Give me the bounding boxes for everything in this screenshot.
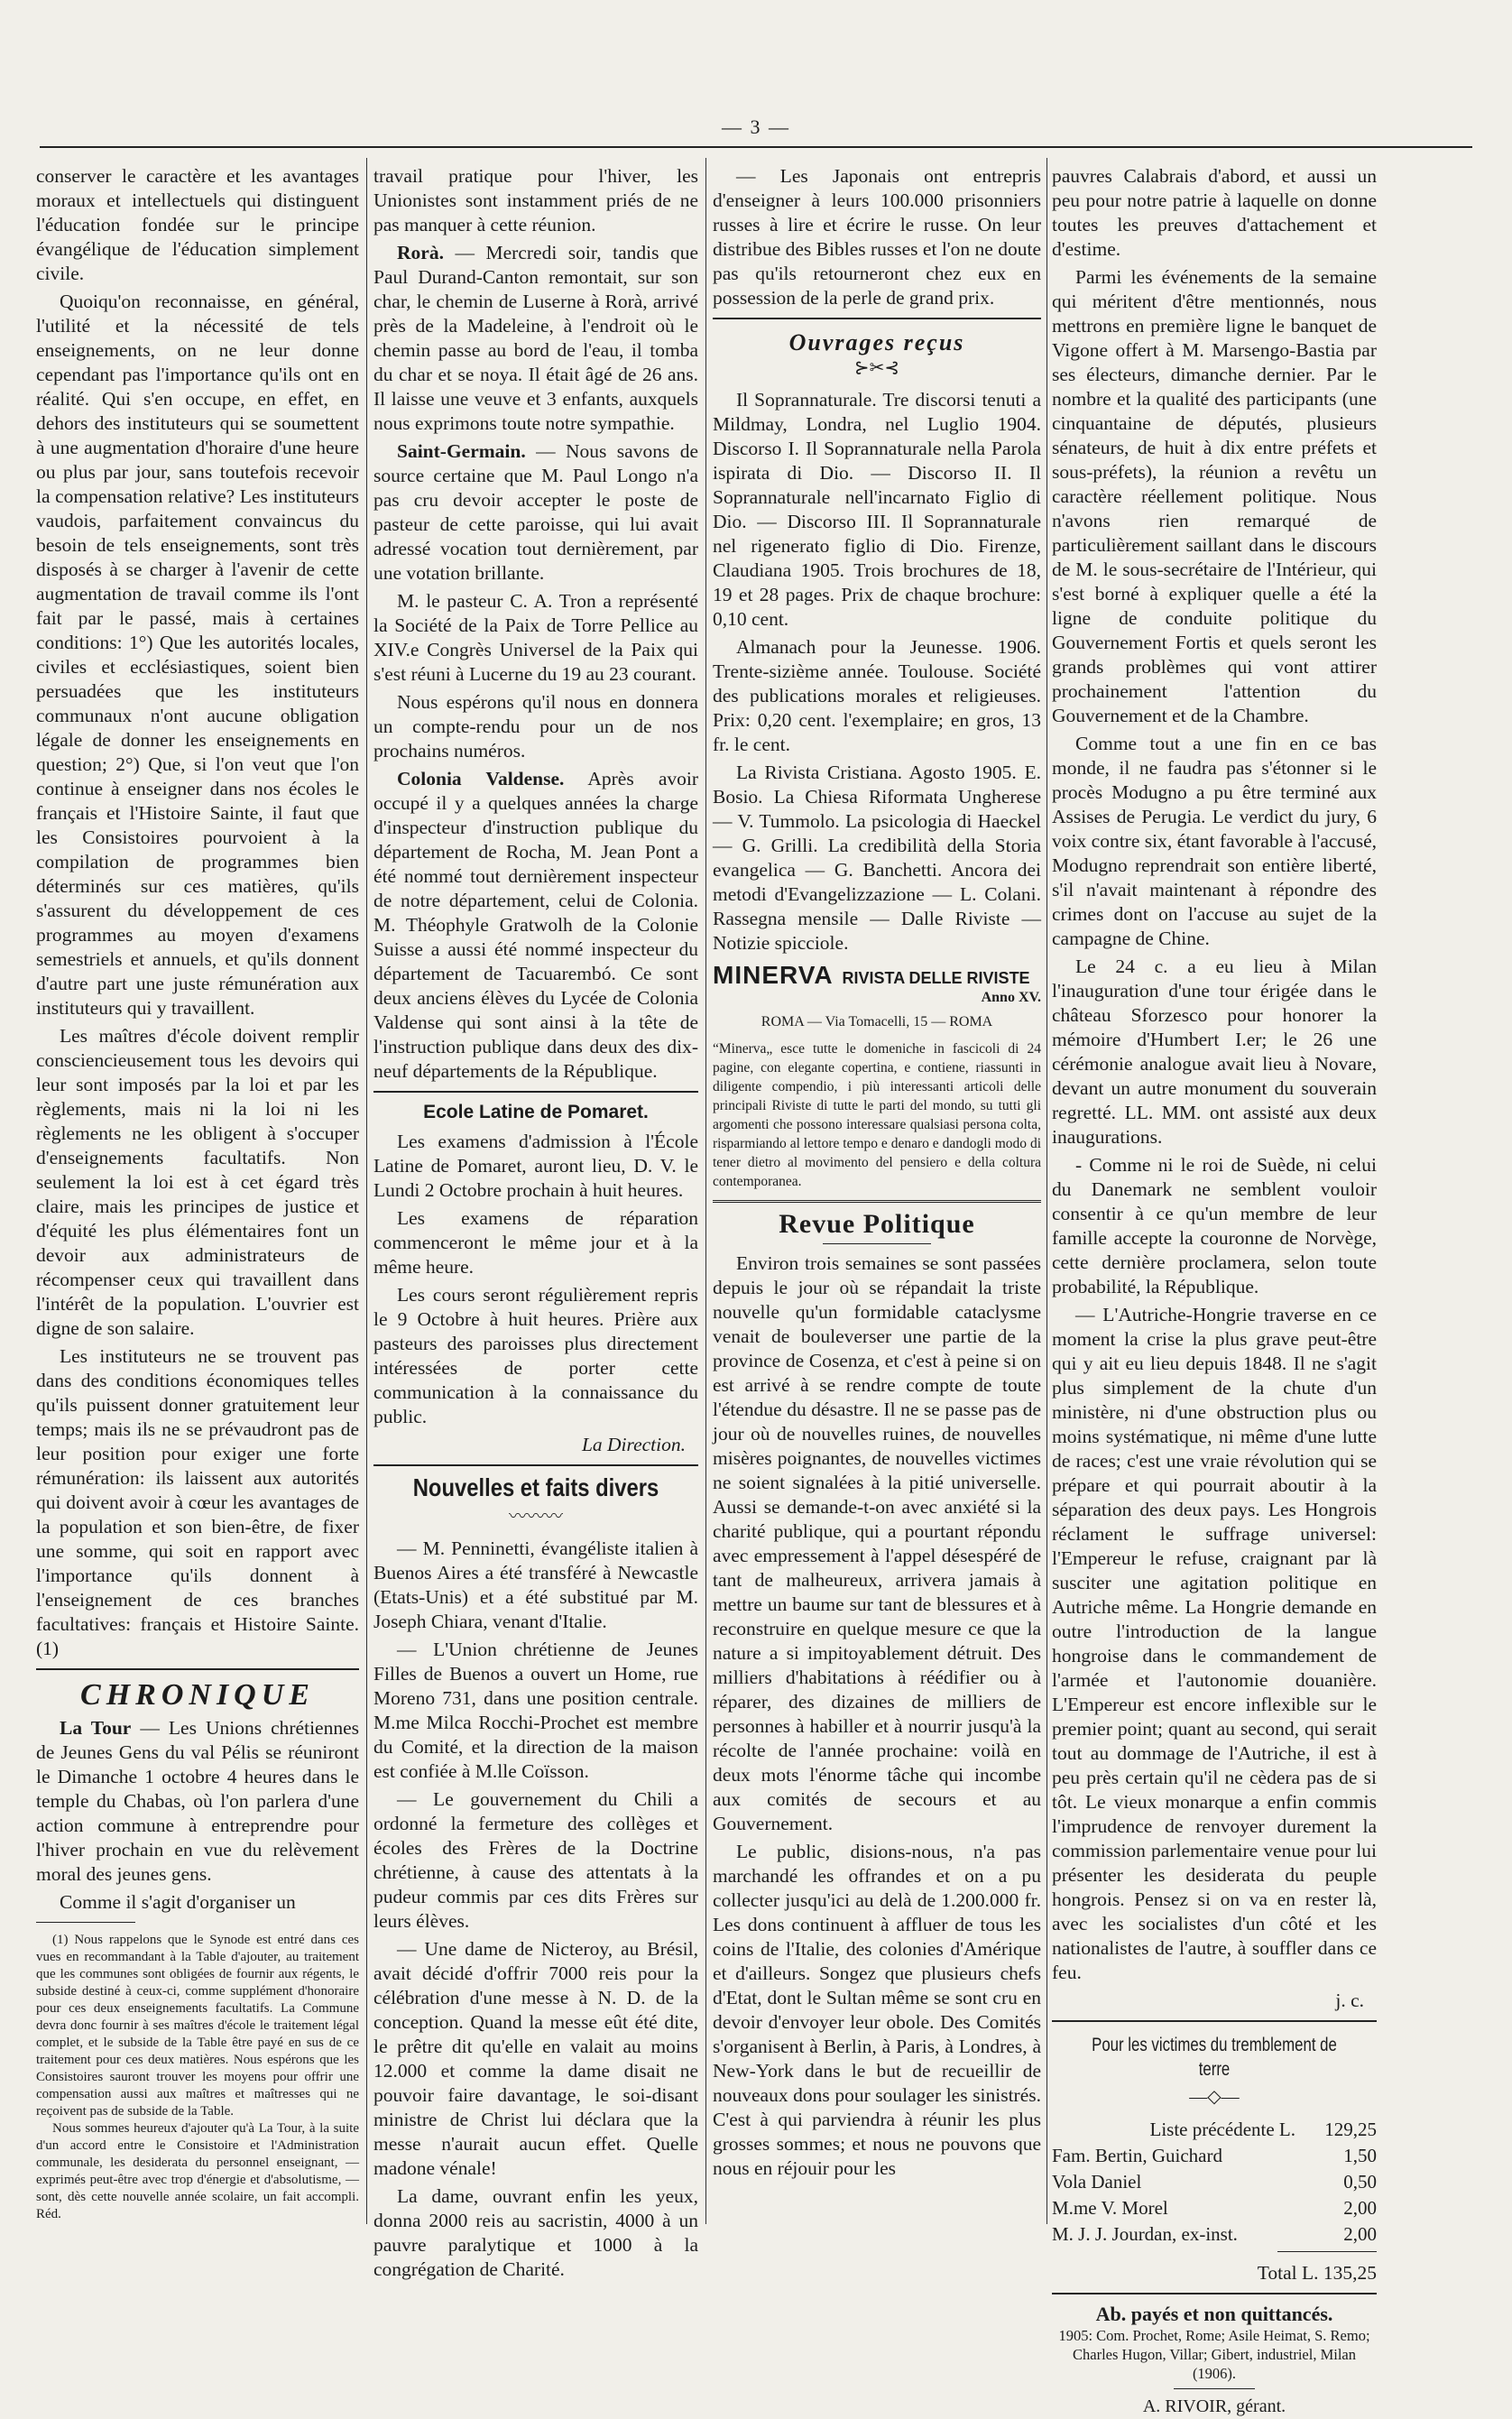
minerva-text: “Minerva„ esce tutte le domeniche in fascicoli di 24 pagine, con elegante copertina, e contiene, riassunti in diligente compendio, i più interessanti articoli delle principali Riviste di tutte le parti del mondo, su tutti gli argomenti che possono interessare qualsiasi persona colta, risparmiando al lettore tempo e denaro e dandogli modo di tener dietro al movimento del pensiero e della coltura contemporanea. [713,1041,1041,1189]
paragraph: Comme tout a une fin en ce bas monde, il ne faudra pas s'étonner si le procès Modugno a pu être terminé aux Assises de Perugia. Le verdict du jury, 6 voix contre six, étant favorable à l'accusé, Modugno reprendrait son entière liberté, s'il n'avait maintenant à répondre des crimes dont on l'accuse au sujet de la campagne de Chine. [1052,733,1377,949]
footnote-paragraph: (1) Nous rappelons que le Synode est entré dans ces vues en recommandant à la Table d'ajouter, au traitement que les communes sont obligées de fournir aux régents, le subside destiné à ceux-ci, comme supplément d'honoraire pour ces deux enseignements facultatifs. La Commune devra donc fournir à ses maîtres d'école le traitement légal complet, et le subside de la Table être payé en sus de ce traitement pour ces deux matières. Nous espérons que les Consistoires sauront trouver les moyens pour offrir une compensation aussi aux maîtres et maîtresses qui ne reçoivent pas de subside de la Table. [36,1933,359,2119]
subscriber-name: Liste précédente L. [1149,2119,1295,2140]
ornament-icon: —◇— [1189,2087,1240,2107]
gerant-signature: A. RIVOIR, gérant. [1142,2396,1286,2416]
nouvelles-title: Nouvelles et faits divers [412,1473,659,1501]
revue-title: Revue Politique [779,1209,975,1239]
ornament-icon: 〰〰〰 [509,1507,563,1527]
abonnements-title: Ab. payés et non quittancés. [1095,2303,1333,2325]
colonia-lead: Colonia Valdense. [397,768,565,789]
column-2 [373,164,698,2285]
column-1 [36,164,359,2223]
paragraph: Le 24 c. a eu lieu à Milan l'inauguration d'une tour érigée dans le château Sforzesco pour honorer la mémoire d'Humbert I.er; le 26 une cérémonie analogue avait lieu à Novare, devant un autre monument du souverain regretté. LL. MM. ont assisté aux deux inaugurations. [1052,956,1377,1148]
footnote [36,1932,359,2223]
title-underline [823,1243,931,1244]
column-divider-2 [705,158,706,2224]
paragraph: pauvres Calabrais d'abord, et aussi un peu pour notre patrie à laquelle on donne toutes les preuves d'attachement et d'estime. [1052,165,1377,260]
paragraph: Les maîtres d'école doivent remplir consciencieusement tous les devoirs qui leur sont imposés par la loi et par les règlements, mais ni la loi ni les règlements ne les obligent à s'occuper d'enseignements facultatifs. Non seulement la loi est à cet égard très claire, mais les principes de justice et d'équité les plus élémentaires font un devoir aux administrateurs de récompenser ceux qui travaillent dans l'intérêt de la population. L'ouvrier est digne de son salaire. [36,1025,359,1339]
subscriber-amount: 2,00 [1343,2223,1377,2245]
footnote-rule [36,1922,135,1923]
minerva-anno: Anno XV. [981,990,1041,1005]
paragraph: — Le gouvernement du Chili a ordonné la fermeture des collèges et écoles des Frères de la Doctrine chrétienne, à cause des attentats à la pudeur commis par ces dits Frères sur leurs élèves. [373,1788,698,1932]
paragraph: Les examens d'admission à l'École Latine de Pomaret, auront lieu, D. V. le Lundi 2 Octobre prochain à huit heures. [373,1131,698,1201]
table-row [1052,2195,1377,2221]
section-rule [713,318,1041,319]
subscriber-amount: 1,50 [1343,2145,1377,2166]
rora-text: — Mercredi soir, tandis que Paul Durand-Canton remontait, sur son char, le chemin de Luserne à Rorà, arrivé près de la Madeleine, à l'endroit où le chemin passe au bord de l'eau, il tomba du char et se noya. Il était âgé de 26 ans. Il laisse une veuve et 3 enfants, auxquels nous exprimons toute notre sympathie. [373,242,699,434]
paragraph: travail pratique pour l'hiver, les Unionistes sont instamment priés de ne pas manquer à cette réunion. [373,165,698,235]
section-rule [36,1668,359,1670]
paragraph: La dame, ouvrant enfin les yeux, donna 2000 reis au sacristin, 4000 à un pauvre paralytique et 1000 à la congrégation de Charité. [373,2185,698,2280]
subscription-title: Pour les victimes du tremblement de terre [1092,2035,1337,2080]
subscriber-amount: 2,00 [1343,2197,1377,2219]
paragraph: Il Soprannaturale. Tre discorsi tenuti a Mildmay, Londra, nel Luglio 1904. Discorso I. Il Soprannaturale nella Parola ispirata di Dio. — Discorso II. Il Soprannaturale nell'incarnato Figlio di Dio. — Discorso III. Il Soprannaturale nel rigenerato figlio di Dio. Firenze, Claudiana 1905. Trois brochures de 18, 19 et 28 pages. Prix de chaque brochure: 0,10 cent. [713,389,1041,630]
page-number: — 3 — [722,115,790,138]
column-4 [1052,164,1377,2419]
paragraph: — Une dame de Nicteroy, au Brésil, avait décidé d'offrir 7000 reis pour la célébration d'une messe à N. D. de la conception. Quand la messe eût été dite, le prêtre dit qu'elle en valait au moins 12.000 et comme la dame disait ne pouvoir faire davantage, le soi-disant ministre de Christ lui déclara que la messe n'aurait aucun effet. Quelle madone vénale! [373,1938,698,2179]
colonia-text: Après avoir occupé il y a quelques années la charge d'inspecteur d'instruction publique du département de Rocha, M. Jean Pont a été nommé tout dernièrement inspecteur de notre département, celui de Colonia. M. Théophyle Gratwolh de la Colonie Suisse a aussi été nommé inspecteur du département de Tacuarembó. Ce sont deux anciens élèves du Lycée de Colonia Valdense qui sont ainsi à la tête de l'instruction publique dans deux des dix-neuf départements de la République. [373,768,698,1082]
revue-signature: j. c. [1335,1990,1364,2011]
section-rule [713,1200,1041,1203]
table-row [1052,2143,1377,2169]
subscriber-name: M.me V. Morel [1052,2197,1168,2219]
paragraph: Comme il s'agit d'organiser un [60,1891,296,1913]
paragraph: Almanach pour la Jeunesse. 1906. Trente-sizième année. Toulouse. Société des publications morales et religieuses. Prix: 0,20 cent. l'exemplaire; en gros, 13 fr. le cent. [713,636,1041,755]
abonnements-text: 1905: Com. Prochet, Rome; Asile Heimat, S. Remo; Charles Hugon, Villar; Gibert, industriel, Milan (1906). [1058,2327,1370,2382]
total-rule [1277,2251,1377,2252]
paragraph: Parmi les événements de la semaine qui méritent d'être mentionnés, nous mettrons en première ligne le banquet de Vigone offert à M. Marsengo-Bastia par ses électeurs, dimanche dernier. Par le nombre et la qualité des participants (une cinquantaine de députés, plusieurs sénateurs, de huit à dix entre préfets et sous-préfets), la réunion a revêtu un caractère réellement politique. Nous n'avons rien remarqué de particulièrement saillant dans le discours de M. le sous-secrétaire de l'Intérieur, qui s'est borné à expliquer quelle a été la ligne de conduite politique du Gouvernement Fortis et quels seront les grands problèmes qui vont attirer prochainement l'attention du Gouvernement et de la Chambre. [1052,266,1377,726]
subscription-table [1052,2117,1377,2248]
paragraph: — L'Union chrétienne de Jeunes Filles de Buenos a ouvert un Home, rue Moreno 731, dans une position centrale. M.me Milca Rocchi-Prochet est membre du Comité, et la direction de la maison est confiée à M.lle Coïsson. [373,1639,698,1782]
top-rule [40,146,1472,148]
scissors-ornament-icon: ⊱✂⊰ [853,358,900,378]
subscriber-name: M. J. J. Jourdan, ex-inst. [1052,2223,1238,2245]
section-rule [1052,2020,1377,2022]
saint-germain-text: — Nous savons de source certaine que M. Paul Longo n'a pas cru devoir accepter le poste de pasteur de cette paroisse, qui lui avait adressé vocation tout dernièrement, par une votation brillante. [373,440,698,584]
paragraph: — Les Japonais ont entrepris d'enseigner à leurs 100.000 prisonniers russes à lire et écrire le russe. On leur distribue des Bibles russes et l'on ne doute pas qu'ils retourneront chez eux en possession de la perle de grand prix. [713,165,1041,309]
paragraph: Les examens de réparation commenceront le même jour et à la même heure. [373,1207,698,1278]
paragraph: Le public, disions-nous, n'a pas marchandé les offrandes et on a pu collecter jusqu'ici au delà de 1.200.000 fr. Les dons continuent à affluer de tous les coins de l'Italie, des colonies d'Amérique et d'ailleurs. Songez que plusieurs chefs d'Etat, dont le Sultan même se sont cru en devoir d'envoyer leur obole. Des Comités s'organisent à Berlin, à Paris, à Londres, à New-York dans le but de recueillir de nouveaux dons pour soulager les sinistrés. C'est à qui parviendra à réunir les plus grosses sommes; et nous ne pouvons que nous en réjouir pour les [713,1841,1041,2179]
ouvrages-title: Ouvrages reçus [788,329,965,355]
table-row [1052,2117,1377,2143]
paragraph: Quoiqu'on reconnaisse, en général, l'utilité et la nécessité de tels enseignements, on ne leur donne cependant pas l'importance qu'ils ont en réalité. Qui s'en occupe, en effet, en dehors des instituteurs qui se soumettent à une augmentation d'horaire d'une heure ou plus par jour, sans toutefois recevoir la compensation relative? Les instituteurs vaudois, parfaitement convaincus du besoin de tels enseignements, sont très disposés à se charger à l'avenir de cette augmentation de travail comme ils l'ont fait par le passé, mais à certaines conditions: 1°) Que les autorités locales, civiles et ecclésiastiques, soient bien persuadées que les instituteurs communaux n'ont aucune obligation légale de donner les enseignements en question; 2°) Que, si l'on veut que l'on continue à enseigner dans nos écoles le français et l'Histoire Sainte, il faut que les Consistoires pourvoient à la compilation de programmes bien déterminés sur ces matières, qu'ils s'assurent du développement de ces programmes au moyen d'examens semestriels et annuels, et qu'ils donnent d'autre part une juste rémunération aux instituteurs qui y travaillent. [36,291,359,1019]
paragraph: - Comme ni le roi de Suède, ni celui du Danemark ne semblent vouloir consentir à ce qu'un membre de leur famille accepte la couronne de Norvège, cette dernière proclamera, selon toute probabilité, la République. [1052,1154,1377,1297]
footnote-paragraph: Nous sommes heureux d'ajouter qu'à La Tour, à la suite d'un accord entre le Consistoire et l'Administration communale, les desiderata du personnel enseignant, — exprimés peut-être avec trop d'énergie et d'absolutisme, — sont, dès cette nouvelle année scolaire, un fait accompli. Réd. [36,2121,359,2221]
paragraph: Les cours seront régulièrement repris le 9 Octobre à huit heures. Prière aux pasteurs des paroisses plus directement intéressées de porter cette communication à la connaissance du public. [373,1284,698,1427]
section-rule [1052,2293,1377,2294]
paragraph: — L'Autriche-Hongrie traverse en ce moment la crise la plus grave peut-être qui y ait eu lieu depuis 1848. Il ne s'agit plus simplement de la chute d'un ministère, ni d'une obstruction plus ou moins systématique, ni même d'une lutte de races; c'est une vraie révolution qui se prépare et qui pourrait aboutir à la séparation des deux pays. Les Hongrois réclament le suffrage universel: l'Empereur le refuse, craignant par là susciter une agitation politique en Autriche même. La Hongrie demande en outre l'introduction de la langue hongroise dans le commandement de l'armée et l'autonomie douanière. L'Empereur est encore inflexible sur le premier point; quant au second, qui serait tout au dommage de l'Autriche, il est à peu près certain qu'il ne cèdera pas de si tôt. Le vieux monarque a enfin commis l'imprudence de renvoyer durement la commission parlementaire venue pour lui présenter les desiderata du peuple hongrois. Pensez si on va en rester là, avec les socialistes d'un côté et les nationalistes de l'autre, à souffler dans ce feu. [1052,1304,1377,1983]
paragraph: La Rivista Cristiana. Agosto 1905. E. Bosio. La Chiesa Riformata Ungherese — V. Tummolo. La psicologia di Haeckel — G. Grilli. La credibilità della Storia evangelica — G. Banchetti. Ancora dei metodi d'Evangelizzazione — L. Colani. Rassegna mensile — Dalle Riviste — Notizie spicciole. [713,762,1041,954]
subscriber-name: Vola Daniel [1052,2171,1142,2193]
paragraph: Les instituteurs ne se trouvent pas dans des conditions économiques telles qu'ils puissent donner gratuitement leur temps; mais ils ne se prévaudront pas de leur position pour exiger une forte rémunération: ils laissent aux autorités qui doivent avoir à cœur les avantages de la population et son bien-être, de fixer une somme, qui soit en rapport avec l'importance qu'ils donnent à l'enseignement de ces branches facultatives: français et Histoire Sainte. (1) [36,1345,359,1659]
subscriber-amount: 0,50 [1343,2171,1377,2193]
minerva-subtitle: RIVISTA DELLE RIVISTE [842,969,1030,987]
section-rule [373,1464,698,1466]
table-row [1052,2169,1377,2195]
paragraph: Nous espérons qu'il nous en donnera un compte-rendu pour un de nos prochains numéros. [373,691,698,762]
section-rule [373,1091,698,1093]
chronique-text: — Les Unions chrétiennes de Jeunes Gens du val Pélis se réuniront le Dimanche 1 octobre 4 heures dans le temple du Chabas, où l'on parlera d'une action commune à entreprendre pour l'hiver prochain en vue du relèvement moral des jeunes gens. [36,1717,359,1885]
subscriber-amount: 129,25 [1324,2119,1377,2140]
saint-germain-lead: Saint-Germain. [397,440,526,462]
paragraph: conserver le caractère et les avantages moraux et intellectuels qui distinguent l'éducation fondée sur le principe évangélique de l'éducation simplement civile. [36,165,359,284]
paragraph: Environ trois semaines se sont passées depuis le jour où se répandait la triste nouvelle qu'un formidable cataclysme venait de bouleverser une partie de la province de Cosenza, et c'est à peine si on est arrivé à se rendre compte de toute l'étendue du désastre. Il ne se passe pas de jour où de nouvelles ruines, de nouvelles misères poignantes, de nouvelles victimes ne soient signalées à la pitié universelle. Aussi se demande-t-on avec anxiété si la charité publique, qui a pourtant répondu avec empressement à l'appel désespéré de tant de malheureux, arrivera jamais à mettre un baume sur tant de blessures et à reconstruire en quelque mesure ce que la nature a si impitoyablement détruit. Des milliers d'habitations à réédifier ou à réparer, des dizaines de milliers de personnes à habiller et à nourrir jusqu'à la récolte de l'année prochaine: voilà en deux mots l'énorme tâche qui incombe aux comités de secours et au Gouvernement. [713,1252,1041,1834]
column-3 [713,164,1041,2184]
ecole-signature: La Direction. [581,1434,686,1455]
chronique-title: CHRONIQUE [80,1678,315,1712]
subscriber-name: Fam. Bertin, Guichard [1052,2145,1222,2166]
table-row [1052,2221,1377,2248]
paragraph: M. le pasteur C. A. Tron a représenté la Société de la Paix de Torre Pellice au XIV.e Congrès Universel de la Paix qui s'est réuni à Lucerne du 19 au 23 courant. [373,590,698,685]
column-divider-1 [366,158,367,2224]
minerva-address: ROMA — Via Tomacelli, 15 — ROMA [761,1014,993,1029]
rora-lead: Rorà. [397,242,444,263]
paragraph: — M. Penninetti, évangéliste italien à Buenos Aires a été transféré à Newcastle (Etats-Unis) et a été substitué par M. Joseph Chiara, venant d'Italie. [373,1537,698,1632]
ecole-title: Ecole Latine de Pomaret. [423,1102,649,1122]
minerva-title: MINERVA [713,961,834,989]
column-divider-3 [1046,158,1047,2224]
chronique-lead: La Tour [60,1717,132,1739]
gerant-rule [1174,2388,1255,2389]
subscription-total: Total L. 135,25 [1257,2262,1377,2284]
